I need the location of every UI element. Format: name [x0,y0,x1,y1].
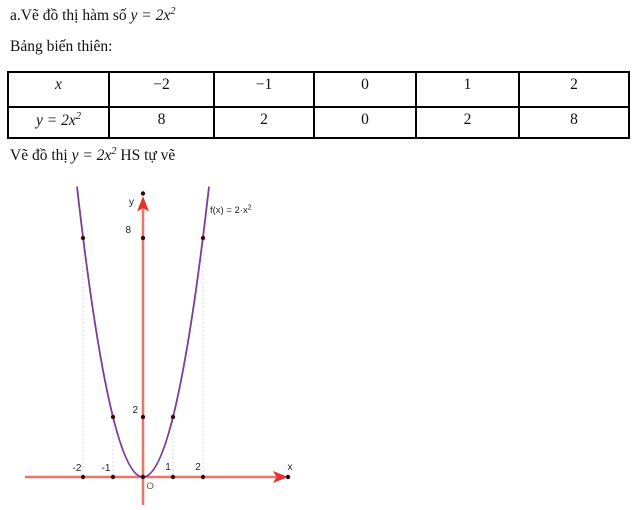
curve-equation-base: f(x) = 2·x [210,205,248,216]
plot-point-neg1-2 [111,415,115,419]
plot-point-neg2-8 [81,236,85,240]
table-cell: −2 [109,72,214,107]
x-tick-label-pos1: 1 [165,462,171,473]
line1-math: y = 2x [130,7,171,25]
plot-point-origin [141,475,145,479]
line3-prefix: Vẽ đồ thị [10,147,72,165]
line3-math: y = 2x [71,147,112,165]
curve-equation-exponent: 2 [247,204,252,212]
table-cell: 8 [519,107,629,138]
table-cell: 0 [314,72,416,107]
x-tick-label-neg2: -2 [72,463,82,474]
line3-exponent: 2 [111,146,117,157]
table-header-y: $y = 2x^2$ [8,107,109,138]
line1-prefix: a.Vẽ đồ thị hàm số [10,7,131,25]
x-axis-mark-neg1 [111,475,115,479]
table-cell: 0 [314,107,416,138]
line1-exponent: 2 [170,6,176,17]
curve-equation-label [210,205,252,217]
x-axis-label: x [287,462,293,473]
plot-point-pos1-2 [171,415,175,419]
table-cell: −1 [214,72,314,107]
y-axis-tip-point [141,191,145,195]
table-cell: 2 [214,107,314,138]
table-header-x: x [8,72,109,107]
section-label: Bảng biến thiên: [10,38,113,55]
x-axis-tip-point [286,475,290,479]
x-axis-mark-pos1 [171,475,175,479]
table-cell: 2 [416,107,519,138]
y-axis-mark-8 [141,236,145,240]
line3-suffix: HS tự vẽ [116,147,176,165]
x-axis-mark-neg2 [81,475,85,479]
table-cell: 1 [416,72,519,107]
x-tick-label-pos2: 2 [195,462,201,473]
x-axis-mark-pos2 [201,475,205,479]
y-tick-label-8: 8 [125,225,131,236]
table-cell: 2 [519,72,629,107]
table-cell: 8 [109,107,214,138]
x-tick-label-neg1: -1 [101,463,111,474]
y-axis-label: y [129,197,134,208]
y-axis-mark-2 [141,415,145,419]
plot-point-pos2-8 [201,236,205,240]
origin-label: O [146,481,154,492]
y-tick-label-2: 2 [132,405,138,416]
